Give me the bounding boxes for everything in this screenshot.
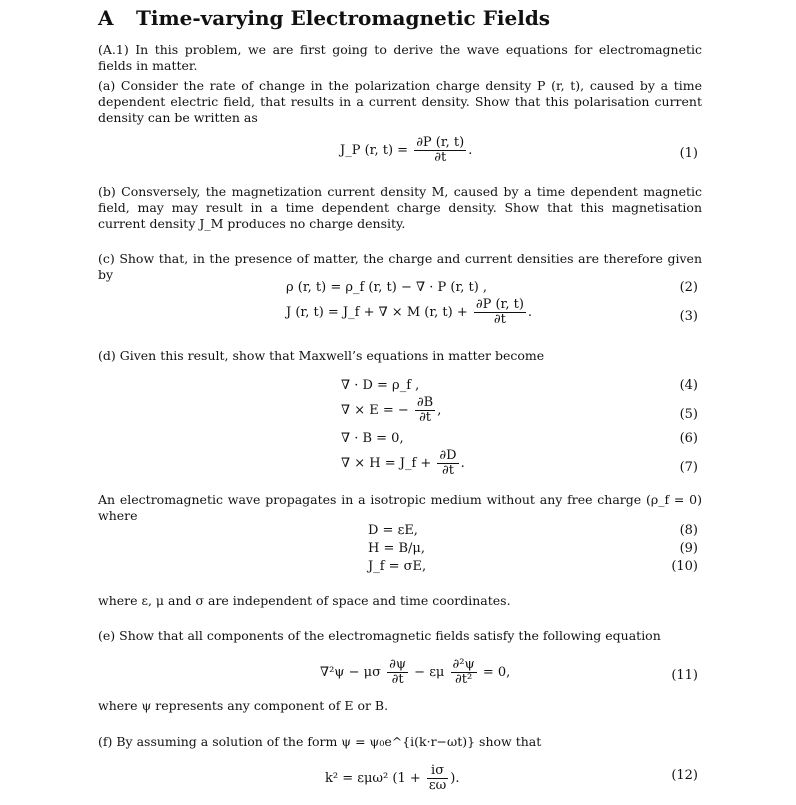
equation-1-number: (1) <box>679 146 698 161</box>
section-letter: A <box>98 6 114 30</box>
eq11-denominator-2: ∂t² <box>455 672 473 687</box>
eq3-tail: . <box>527 305 533 320</box>
part-d-paragraph: (d) Given this result, show that Maxwell’s equations in matter become <box>98 348 545 363</box>
independence-paragraph: where ε, μ and σ are independent of space and time coordinates. <box>98 593 511 608</box>
equation-9-number: (9) <box>679 541 698 556</box>
equation-7-number: (7) <box>679 460 698 475</box>
equation-9: H = B/μ, <box>368 541 426 556</box>
equation-2: ρ (r, t) = ρ_f (r, t) − ∇ · P (r, t) , <box>286 280 488 295</box>
eq12-fraction <box>427 764 448 793</box>
eq11-fraction-1 <box>387 658 408 687</box>
equation-11 <box>320 658 510 687</box>
eq7-numerator: ∂D <box>439 448 457 463</box>
part-a-paragraph: (a) Consider the rate of change in the polarization charge density P (r, t), caused by a time dependent electric field, that results in a current density. Show that this polarisation current density can be written as <box>98 78 702 125</box>
eq12-lhs: k² = εμω² <box>325 771 389 786</box>
equation-6: ∇ · B = 0, <box>341 431 404 446</box>
equation-12-number: (12) <box>671 768 698 783</box>
equation-10-number: (10) <box>671 559 698 574</box>
part-e-paragraph: (e) Show that all components of the electromagnetic fields satisfy the following equation <box>98 628 661 643</box>
eq12-open: (1 + <box>392 771 421 786</box>
equation-10: J_f = σE, <box>368 559 427 574</box>
eq12-close: ). <box>450 771 460 786</box>
eq3-fraction <box>474 298 526 327</box>
equation-11-number: (11) <box>671 668 698 683</box>
equation-3 <box>286 298 532 327</box>
wave-paragraph: An electromagnetic wave propagates in a isotropic medium without any free charge (ρ_f = 0) where <box>98 492 702 523</box>
eq7-denominator: ∂t <box>442 463 454 478</box>
eq5-lhs: ∇ × E = − <box>341 403 409 418</box>
equation-8-number: (8) <box>679 523 698 538</box>
eq12-denominator: εω <box>428 778 447 793</box>
equation-8: D = εE, <box>368 523 418 538</box>
eq12-numerator: iσ <box>427 764 448 779</box>
part-f-paragraph: (f) By assuming a solution of the form ψ = ψ₀e^{i(k·r−ωt)} show that <box>98 734 542 749</box>
eq7-tail: . <box>460 456 465 471</box>
equation-12 <box>325 764 459 793</box>
eq1-denominator: ∂t <box>434 150 447 165</box>
eq7-lhs: ∇ × H = J_f + <box>341 456 432 471</box>
where-psi-paragraph: where ψ represents any component of E or B. <box>98 698 389 713</box>
eq1-numerator: ∂P (r, t) <box>416 135 465 150</box>
eq3-denominator: ∂t <box>493 312 506 327</box>
eq11-denominator-1: ∂t <box>391 672 404 687</box>
equation-4-number: (4) <box>679 378 698 393</box>
intro-paragraph: (A.1) In this problem, we are first going to derive the wave equations for electromagnetic fields in matter. <box>98 42 702 73</box>
equation-3-number: (3) <box>679 309 698 324</box>
eq11-numerator-1: ∂ψ <box>389 657 407 672</box>
eq11-numerator-2: ∂²ψ <box>452 657 475 672</box>
equation-2-number: (2) <box>679 280 698 295</box>
eq11-tail: = 0, <box>482 665 511 680</box>
eq5-denominator: ∂t <box>419 410 432 425</box>
part-b-paragraph: (b) Consversely, the magnetization current density M, caused by a time dependent magnetic field, may may result in a time dependent charge density. Show that this magnetisation current density J_M produces no charge density. <box>98 184 702 231</box>
equation-5 <box>341 396 441 425</box>
eq1-tail: . <box>468 143 473 158</box>
equation-5-number: (5) <box>679 407 698 422</box>
section-heading <box>98 6 550 30</box>
section-title: Time-varying Electromagnetic Fields <box>136 6 551 30</box>
eq5-tail: , <box>437 403 442 418</box>
equation-4: ∇ · D = ρ_f , <box>341 378 420 393</box>
part-c-paragraph: (c) Show that, in the presence of matter, the charge and current densities are therefore given by <box>98 251 702 282</box>
eq3-lhs: J (r, t) = J_f + ∇ × M (r, t) + <box>286 305 468 320</box>
eq11-fraction-2 <box>451 658 477 687</box>
eq5-numerator: ∂B <box>416 395 434 410</box>
eq1-lhs: J_P (r, t) = <box>340 143 409 158</box>
eq7-fraction <box>437 449 458 478</box>
equation-7 <box>341 449 465 478</box>
eq11-mid: − εμ <box>414 665 445 680</box>
equation-6-number: (6) <box>679 431 698 446</box>
eq3-numerator: ∂P (r, t) <box>475 297 524 312</box>
eq11-lhs: ∇²ψ − μσ <box>320 665 381 680</box>
eq5-fraction <box>415 396 435 425</box>
equation-1 <box>340 136 472 165</box>
eq1-fraction <box>414 136 466 165</box>
